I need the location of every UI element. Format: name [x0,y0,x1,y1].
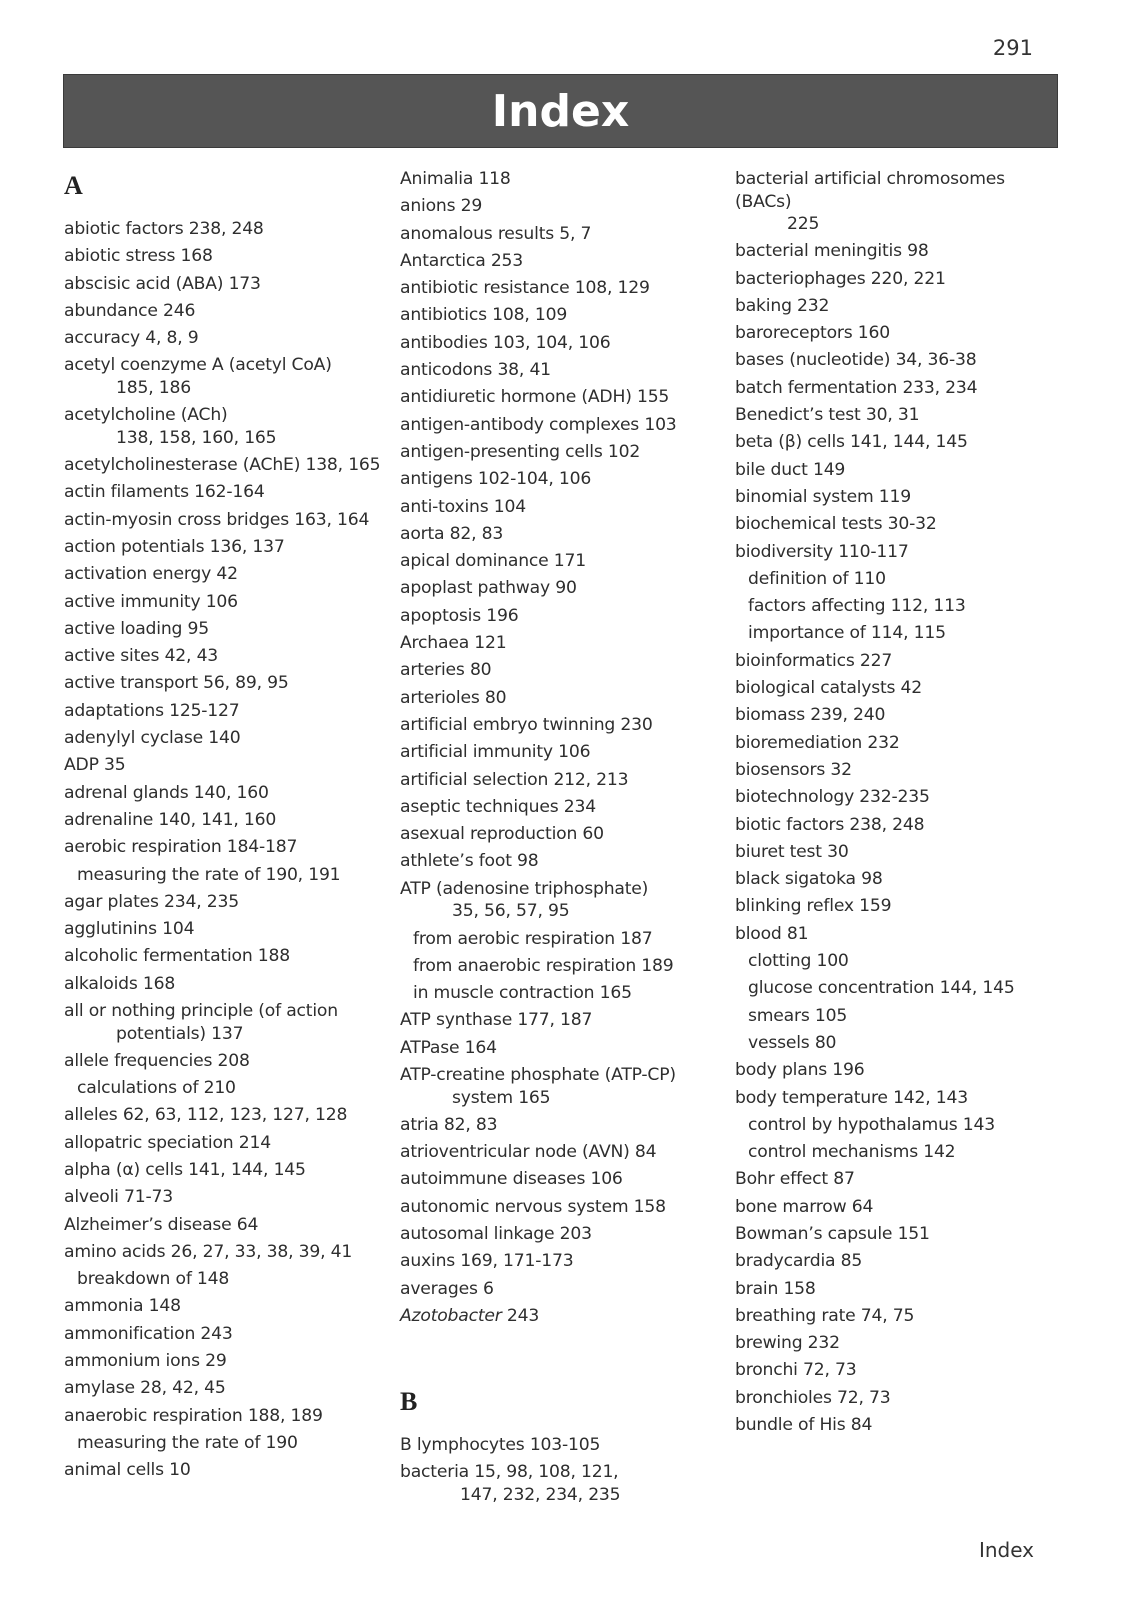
index-entry: autonomic nervous system 158 [400,1196,666,1217]
index-entry: bile duct 149 [735,459,846,480]
index-entry: Alzheimer’s disease 64 [64,1214,259,1235]
index-entry: arterioles 80 [400,687,507,708]
index-entry: abiotic factors 238, 248 [64,219,264,239]
index-entry: beta (β) cells 141, 144, 145 [735,432,968,453]
index-entry: breakdown of 148 [77,1269,230,1290]
index-column-1 [64,168,384,1487]
index-entry: from aerobic respiration 187 [413,928,653,949]
index-entry: all or nothing principle (of action potentials) 137 [64,1001,338,1044]
entry-list [64,218,384,1482]
index-entry: Antarctica 253 [400,250,524,271]
index-entry: active sites 42, 43 [64,646,219,667]
index-entry: alleles 62, 63, 112, 123, 127, 128 [64,1105,348,1126]
index-entry: bacteriophages 220, 221 [735,268,946,289]
index-entry: brewing 232 [735,1333,840,1354]
index-entry: biodiversity 110-117 [735,541,909,562]
index-entry: adrenal glands 140, 160 [64,782,269,803]
index-entry: antidiuretic hormone (ADH) 155 [400,387,670,408]
index-column-2 [400,168,720,1511]
letter-heading-b: B [400,1387,418,1417]
index-entry: ATPase 164 [400,1037,497,1058]
index-entry: acetyl coenzyme A (acetyl CoA) 185, 186 [64,355,332,398]
index-entry: ammonium ions 29 [64,1351,227,1372]
index-entry: ADP 35 [64,755,126,776]
entry-list [400,168,720,1327]
index-entry: Animalia 118 [400,169,511,189]
index-entry: ATP-creatine phosphate (ATP-CP) system 165 [400,1065,676,1108]
index-entry: biosensors 32 [735,759,852,780]
index-entry: body plans 196 [735,1060,865,1081]
index-entry: biomass 239, 240 [735,705,886,726]
index-entry: factors affecting 112, 113 [748,596,966,617]
index-entry: agar plates 234, 235 [64,891,239,912]
index-entry: control mechanisms 142 [748,1142,956,1163]
index-entry: body temperature 142, 143 [735,1087,969,1108]
index-entry: abscisic acid (ABA) 173 [64,273,261,294]
index-entry: apoptosis 196 [400,605,519,626]
index-entry: alveoli 71-73 [64,1187,173,1208]
index-entry: glucose concentration 144, 145 [748,978,1015,999]
index-entry: action potentials 136, 137 [64,536,285,557]
index-entry: antigens 102-104, 106 [400,469,592,490]
index-entry: from anaerobic respiration 189 [413,955,674,976]
index-entry: actin filaments 162-164 [64,482,265,503]
index-entry: ATP synthase 177, 187 [400,1010,593,1031]
index-entry: averages 6 [400,1278,494,1299]
index-entry: bronchi 72, 73 [735,1360,857,1381]
index-entry: bundle of His 84 [735,1415,873,1436]
page-title: Index [491,85,630,137]
index-entry: atrioventricular node (AVN) 84 [400,1142,657,1163]
index-entry: bioinformatics 227 [735,650,893,671]
index-entry: measuring the rate of 190 [77,1432,298,1453]
index-entry: alpha (α) cells 141, 144, 145 [64,1160,306,1180]
index-entry: bacterial meningitis 98 [735,241,929,262]
index-entry: antibiotic resistance 108, 129 [400,278,650,299]
index-entry: biological catalysts 42 [735,678,922,699]
index-entry: auxins 169, 171-173 [400,1251,574,1272]
index-entry: acetylcholine (ACh) 138, 158, 160, 165 [64,405,277,448]
index-entry: ammonia 148 [64,1296,181,1317]
entry-list [735,168,1065,1437]
index-entry: ATP (adenosine triphosphate) 35, 56, 57, 95 [400,878,649,922]
index-entry: biuret test 30 [735,841,849,862]
page-number: 291 [992,36,1033,60]
index-column-3 [735,168,1065,1441]
index-entry: animal cells 10 [64,1460,191,1481]
index-entry: aerobic respiration 184-187 [64,837,298,858]
index-entry: artificial selection 212, 213 [400,769,629,790]
index-entry: autoimmune diseases 106 [400,1169,623,1190]
index-entry: Archaea 121 [400,633,507,654]
index-entry: apical dominance 171 [400,551,586,572]
index-entry: allopatric speciation 214 [64,1132,271,1153]
index-entry: bronchioles 72, 73 [735,1387,891,1408]
index-entry: bacterial artificial chromosomes (BACs) 225 [735,169,1005,234]
index-entry: control by hypothalamus 143 [748,1114,996,1135]
index-entry: anomalous results 5, 7 [400,223,592,244]
index-entry: binomial system 119 [735,486,911,507]
index-entry: aseptic techniques 234 [400,796,596,817]
index-entry: B lymphocytes 103-105 [400,1435,601,1456]
index-entry: autosomal linkage 203 [400,1223,592,1244]
index-entry: active transport 56, 89, 95 [64,673,289,694]
index-entry: smears 105 [748,1005,848,1026]
index-entry: amino acids 26, 27, 33, 38, 39, 41 [64,1241,353,1262]
index-entry: antigen-presenting cells 102 [400,441,641,462]
index-entry: adenylyl cyclase 140 [64,728,241,749]
index-entry: alkaloids 168 [64,973,176,994]
index-entry: active loading 95 [64,618,209,639]
index-entry: adaptations 125-127 [64,700,240,721]
index-entry: Benedict’s test 30, 31 [735,405,920,426]
index-entry: bases (nucleotide) 34, 36-38 [735,350,977,371]
index-entry: atria 82, 83 [400,1114,498,1135]
index-entry: Azotobacter 243 [400,1305,540,1326]
index-entry: blinking reflex 159 [735,896,892,917]
letter-heading-a: A [64,171,83,200]
index-entry: bacteria 15, 98, 108, 121, 147, 232, 234, 235 [400,1462,621,1505]
index-entry: definition of 110 [748,568,886,589]
index-entry: acetylcholinesterase (AChE) 138, 165 [64,455,381,476]
index-title-banner [63,74,1058,148]
index-entry: calculations of 210 [77,1078,236,1099]
index-entry: adrenaline 140, 141, 160 [64,809,277,830]
index-entry: aorta 82, 83 [400,523,504,544]
index-entry: bone marrow 64 [735,1196,874,1217]
index-entry: brain 158 [735,1278,816,1299]
index-entry: in muscle contraction 165 [413,983,632,1004]
index-entry: ammonification 243 [64,1323,233,1344]
index-entry: biochemical tests 30-32 [735,514,937,535]
index-entry: arteries 80 [400,660,492,681]
index-entry: bradycardia 85 [735,1251,863,1272]
index-entry: antibiotics 108, 109 [400,305,568,326]
index-entry: baroreceptors 160 [735,323,890,344]
index-entry: black sigatoka 98 [735,869,883,890]
index-entry: accuracy 4, 8, 9 [64,328,199,349]
entry-list [400,1434,720,1506]
index-entry: abiotic stress 168 [64,246,213,267]
index-entry: baking 232 [735,295,830,316]
index-entry: amylase 28, 42, 45 [64,1378,226,1399]
index-entry: blood 81 [735,923,809,944]
index-entry: Bowman’s capsule 151 [735,1223,930,1244]
index-entry: anions 29 [400,196,483,217]
index-entry: agglutinins 104 [64,919,195,940]
index-entry: batch fermentation 233, 234 [735,377,978,398]
index-entry: artificial embryo twinning 230 [400,714,653,735]
index-entry: biotic factors 238, 248 [735,814,925,835]
index-entry: actin-myosin cross bridges 163, 164 [64,509,370,530]
index-entry: antibodies 103, 104, 106 [400,332,611,353]
index-entry: alcoholic fermentation 188 [64,946,291,967]
index-entry: bioremediation 232 [735,732,900,753]
index-entry: vessels 80 [748,1032,837,1053]
index-entry: anticodons 38, 41 [400,360,551,381]
index-entry: active immunity 106 [64,591,238,612]
index-entry: biotechnology 232-235 [735,787,930,808]
index-entry: artificial immunity 106 [400,742,591,763]
index-entry: allele frequencies 208 [64,1050,250,1071]
footer-section-label: Index [978,1538,1034,1562]
index-entry: breathing rate 74, 75 [735,1305,915,1326]
index-entry: importance of 114, 115 [748,623,946,644]
index-entry: activation energy 42 [64,564,238,585]
index-entry: antigen-antibody complexes 103 [400,414,677,435]
index-entry: abundance 246 [64,300,196,321]
index-entry: clotting 100 [748,951,849,972]
index-entry: apoplast pathway 90 [400,578,577,599]
index-entry: anaerobic respiration 188, 189 [64,1405,323,1426]
index-entry: asexual reproduction 60 [400,824,604,845]
index-entry: athlete’s foot 98 [400,851,539,872]
index-entry: measuring the rate of 190, 191 [77,864,341,885]
index-entry: anti-toxins 104 [400,496,526,517]
index-entry: Bohr effect 87 [735,1169,855,1190]
